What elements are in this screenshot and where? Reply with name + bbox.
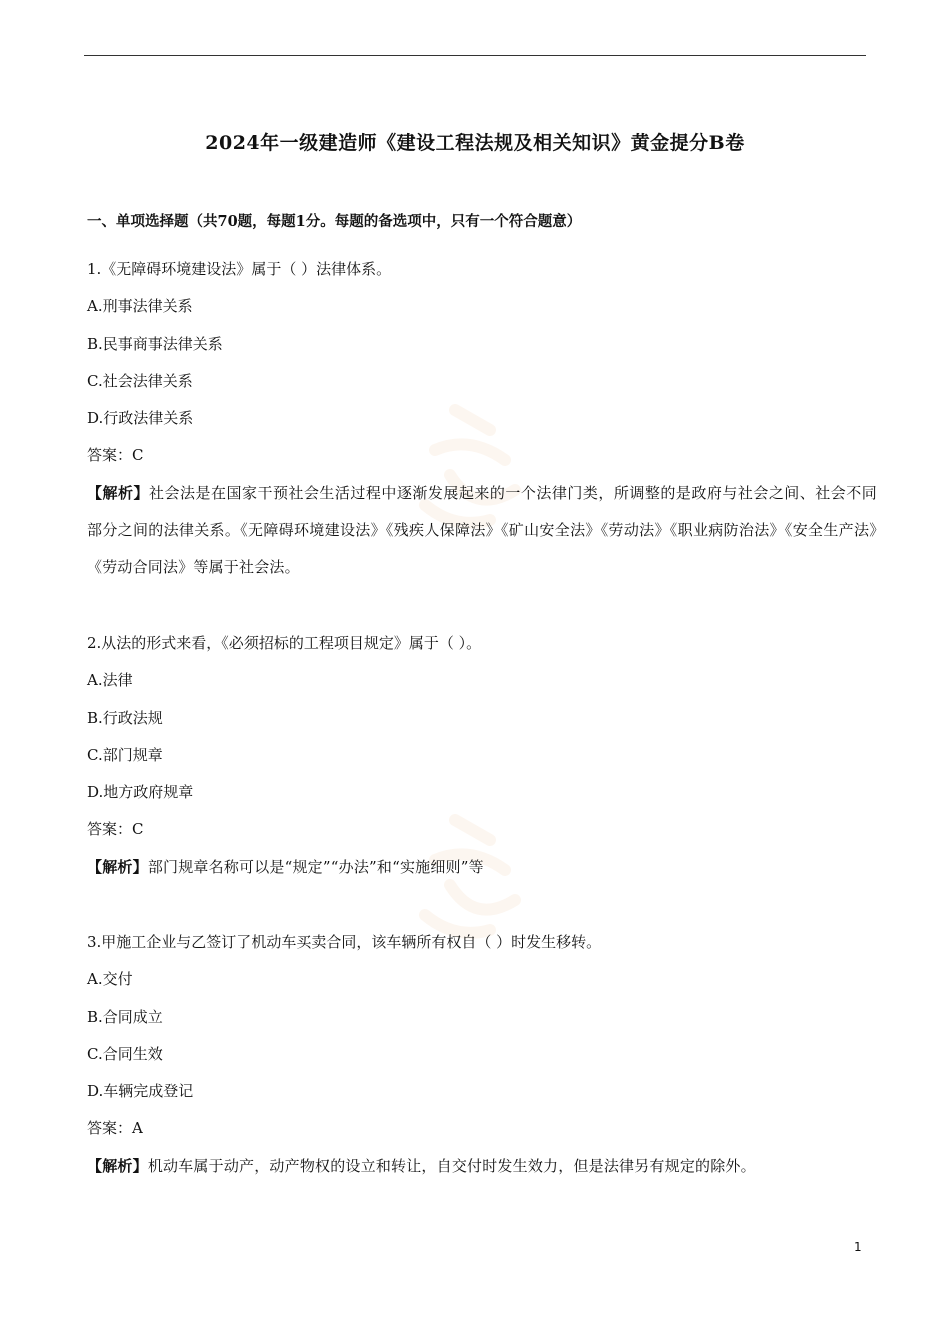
option-d: D.行政法律关系 (87, 409, 194, 428)
header-rule (84, 55, 866, 56)
option-b: B.民事商事法律关系 (87, 334, 223, 353)
explanation-text: 社会法是在国家干预社会生活过程中逐渐发展起来的一个法律门类，所调整的是政府与社会之间、社会不同部分之间的法律关系。《无障碍环境建设法》《残疾人保障法》《矿山安全法》《劳动法》《职业病防治法》《安全生产法》《劳动合同法》等属于社会法。 (87, 483, 877, 577)
option-c: C.社会法律关系 (87, 371, 193, 390)
explanation-text: 部门规章名称可以是“规定”“办法”和“实施细则”等 (147, 857, 484, 876)
option-c: C.合同生效 (87, 1044, 163, 1063)
question-stem: 1.《无障碍环境建设法》属于（ ）法律体系。 (87, 260, 392, 278)
explanation (87, 849, 877, 886)
page-number: 1 (854, 1240, 862, 1254)
answer: 答案：C (87, 446, 144, 465)
option-b: B.合同成立 (87, 1007, 163, 1026)
explanation (87, 475, 877, 587)
option-a: A.交付 (87, 970, 133, 989)
section-heading: 一、单项选择题（共70题，每题1分。每题的备选项中，只有一个符合题意） (87, 213, 582, 230)
question-1 (87, 251, 877, 587)
answer: 答案：A (87, 1119, 143, 1138)
option-d: D.地方政府规章 (87, 783, 194, 802)
question-stem: 3.甲施工企业与乙签订了机动车买卖合同，该车辆所有权自（ ）时发生移转。 (87, 933, 602, 951)
question-3 (87, 924, 877, 1185)
option-d: D.车辆完成登记 (87, 1082, 194, 1101)
option-a: A.刑事法律关系 (87, 297, 193, 316)
explanation-tag: 【解析】 (87, 483, 149, 502)
explanation (87, 1148, 877, 1185)
option-b: B.行政法规 (87, 708, 163, 727)
option-a: A.法律 (87, 671, 133, 690)
option-c: C.部门规章 (87, 745, 163, 764)
document-title: 2024年一级建造师《建设工程法规及相关知识》黄金提分B卷 (205, 132, 745, 154)
explanation-tag: 【解析】 (87, 1156, 148, 1175)
explanation-text: 机动车属于动产，动产物权的设立和转让，自交付时发生效力，但是法律另有规定的除外。 (147, 1156, 756, 1175)
answer: 答案：C (87, 820, 144, 839)
explanation-tag: 【解析】 (87, 857, 148, 876)
question-stem: 2.从法的形式来看，《必须招标的工程项目规定》属于（ ）。 (87, 634, 482, 652)
question-2 (87, 625, 877, 886)
